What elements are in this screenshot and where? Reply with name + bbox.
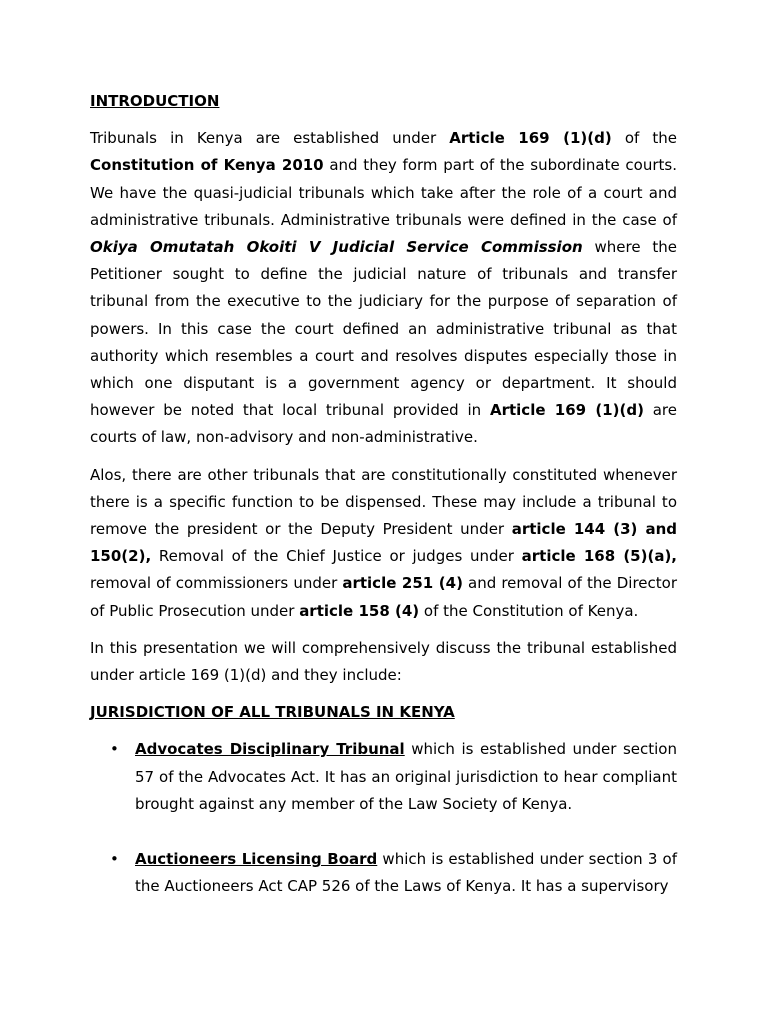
- paragraph-presentation: In this presentation we will comprehensively discuss the tribunal established under article 169 (1)(d) and they include:: [90, 638, 677, 685]
- text-run: Alos, there are other tribunals that are constitutionally constituted whenever there is a specific function to be dispensed. These may include a tribunal to remove the president or the Deputy President under: [90, 465, 677, 539]
- text-run: and they form part of the subordinate courts. We have the quasi-judicial tribunals which take after the role of a court and administrative tribunals. Administrative tribunals were defined in the case of: [90, 156, 677, 229]
- text-run: of the Constitution of Kenya.: [419, 601, 639, 620]
- bold-article-169-repeat: Article 169 (1)(d): [489, 401, 644, 420]
- list-item-title: Auctioneers Licensing Board: [135, 850, 378, 869]
- bold-article-169: Article 169 (1)(d): [449, 129, 612, 148]
- list-item-text: which is established under section 57 of the Advocates Act. It has an original jurisdiction to hear compliant brought against any member of the Law Society of Kenya.: [135, 740, 677, 813]
- list-item: [90, 736, 677, 818]
- paragraph-tribunals-established: [90, 125, 677, 451]
- bold-article-158: article 158 (4): [299, 601, 420, 620]
- bullet-icon: •: [110, 740, 119, 759]
- case-name: Okiya Omutatah Okoiti V Judicial Service Commission: [90, 238, 583, 257]
- document-page: [90, 88, 677, 928]
- heading-introduction: INTRODUCTION: [90, 92, 220, 110]
- text-run: and removal of the Director of Public Prosecution under: [90, 574, 677, 620]
- text-run: Removal of the Chief Justice or judges under: [151, 547, 522, 566]
- list-item-title: Advocates Disciplinary Tribunal: [135, 740, 405, 759]
- bold-constitution: Constitution of Kenya 2010: [90, 156, 324, 175]
- text-run: Tribunals in Kenya are established under: [90, 129, 450, 148]
- bold-article-144: article 144 (3) and 150(2),: [90, 520, 677, 566]
- list-item-text: which is established under section 3 of the Auctioneers Act CAP 526 of the Laws of Kenya. It has a supervisory: [135, 850, 677, 896]
- tribunal-list: [90, 736, 677, 900]
- text-run: removal of commissioners under: [90, 574, 343, 593]
- text-run: of the: [611, 129, 677, 148]
- list-item: [90, 846, 677, 900]
- heading-jurisdiction: JURISDICTION OF ALL TRIBUNALS IN KENYA: [90, 703, 455, 722]
- text-run: where the Petitioner sought to define the judicial nature of tribunals and transfer tribunal from the executive to the judiciary for the purpose of separation of powers. In this case the court defined an administrative tribunal as that authority which resembles a court and resolves disputes especially those in which one disputant is a government agency or department. It should however be noted that local tribunal provided in: [90, 238, 677, 420]
- text-run: are courts of law, non-advisory and non-administrative.: [90, 401, 677, 447]
- paragraph-other-tribunals: [90, 462, 677, 625]
- bold-article-168: article 168 (5)(a),: [521, 547, 678, 566]
- bold-article-251: article 251 (4): [342, 574, 463, 593]
- bullet-icon: •: [110, 850, 119, 869]
